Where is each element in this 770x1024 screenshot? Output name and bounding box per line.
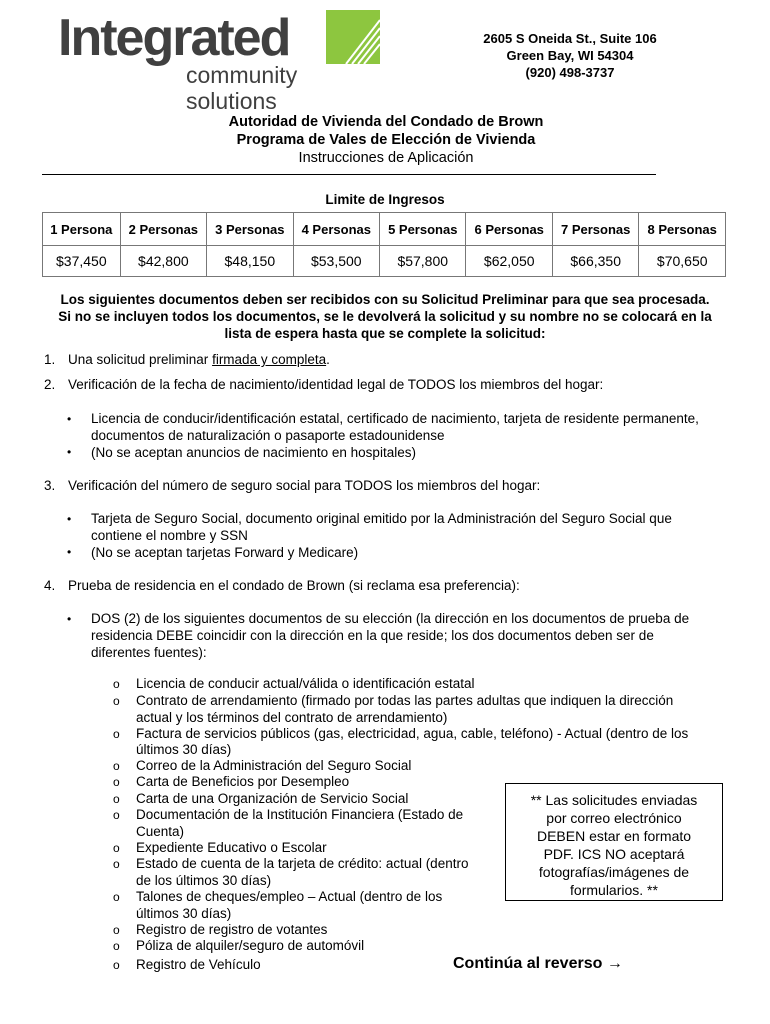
circle-bullet-icon: o [113,857,120,871]
note-line: PDF. ICS NO aceptará [543,846,685,862]
table-cell: $42,800 [120,246,206,277]
note-line: por correo electrónico [546,810,682,826]
warning-line: Los siguientes documentos deben ser recibidos con su Solicitud Preliminar para que sea procesada. [60,292,710,307]
table-cell: $57,800 [380,246,466,277]
note-line: DEBEN estar en formato [536,828,692,844]
item-3-text: Verificación del número de seguro social para TODOS los miembros del hogar: [68,478,541,493]
item-4-bullet-1b: residencia DEBE coincidir con la dirección en la que reside; los dos documentos deben ser de [91,628,654,643]
item-number: 1. [44,352,56,367]
title-line-1: Autoridad de Vivienda del Condado de Brown [228,114,544,130]
table-header-cell: 3 Personas [207,213,293,246]
list-item: Talones de cheques/empleo – Actual (dentro de los [136,889,443,904]
list-item: Registro de registro de votantes [136,922,328,937]
table-header-cell: 1 Persona [43,213,121,246]
bullet-icon: • [67,445,72,459]
list-item: Correo de la Administración del Seguro Social [136,758,412,773]
list-item: Cuenta) [136,824,185,839]
logo-green-square [326,10,380,64]
logo-tagline: community solutions [186,62,298,114]
item-4-text: Prueba de residencia en el condado de Brown (si reclama esa preferencia): [68,578,520,593]
circle-bullet-icon: o [113,958,120,972]
table-cell: $48,150 [207,246,293,277]
document-title [200,113,572,167]
circle-bullet-icon: o [113,727,120,741]
item-3-bullet-1b: contiene el nombre y SSN [91,528,248,543]
table-cell: $62,050 [466,246,552,277]
table-header-cell: 7 Personas [552,213,638,246]
item-number: 4. [44,578,56,593]
list-item: actual y los términos del contrato de arrendamiento) [136,710,448,725]
address-line-2: Green Bay, WI 54304 [506,48,634,63]
income-limit-table [42,212,726,277]
table-cell: $66,350 [552,246,638,277]
table-row [43,246,726,277]
circle-bullet-icon: o [113,841,120,855]
table-header-cell: 8 Personas [639,213,726,246]
bullet-icon: • [67,512,72,526]
table-header-cell: 5 Personas [380,213,466,246]
circle-bullet-icon: o [113,694,120,708]
note-line: fotografías/imágenes de [538,864,690,880]
warning-paragraph [40,291,730,342]
list-item: últimos 30 días) [136,742,232,757]
continue-text: Continúa al reverso [453,955,603,972]
list-item: últimos 30 días) [136,906,232,921]
logo-wordmark: Integrated [58,9,290,67]
list-item: Estado de cuenta de la tarjeta de crédito: actual (dentro [136,856,469,871]
item-4-bullet-1c: diferentes fuentes): [91,645,207,660]
item-2-bullet-2: (No se aceptan anuncios de nacimiento en hospitales) [91,445,416,460]
list-item: Licencia de conducir actual/válida o identificación estatal [136,676,475,691]
logo-stripes-icon [326,10,380,64]
title-divider [42,174,656,175]
circle-bullet-icon: o [113,923,120,937]
income-table-title: Limite de Ingresos [325,192,445,207]
table-header-cell: 6 Personas [466,213,552,246]
list-item: Carta de Beneficios por Desempleo [136,774,350,789]
table-header-row [43,213,726,246]
email-format-note [505,783,723,901]
warning-line: lista de espera hasta que se complete la solicitud: [224,326,546,341]
item-number: 2. [44,377,56,392]
list-item: Expediente Educativo o Escolar [136,840,327,855]
item-2-text: Verificación de la fecha de nacimiento/identidad legal de TODOS los miembros del hogar: [68,377,604,392]
address-block [470,30,670,81]
circle-bullet-icon: o [113,890,120,904]
circle-bullet-icon: o [113,677,120,691]
item-1-pre: Una solicitud preliminar [68,352,213,367]
list-item: Registro de Vehículo [136,957,261,972]
phone-number: (920) 498-3737 [525,65,615,80]
item-1-text [68,352,330,369]
title-line-2: Programa de Vales de Elección de Vivienda [236,132,536,148]
warning-line: Si no se incluyen todos los documentos, se le devolverá la solicitud y su nombre no se colocará en la [58,309,712,324]
list-item: Carta de una Organización de Servicio Social [136,791,409,806]
circle-bullet-icon: o [113,759,120,773]
address-line-1: 2605 S Oneida St., Suite 106 [483,31,657,46]
circle-bullet-icon: o [113,775,120,789]
item-2-bullet-1a: Licencia de conducir/identificación estatal, certificado de nacimiento, tarjeta de residente permanente, [91,411,699,426]
arrow-right-icon: → [606,955,623,972]
bullet-icon: • [67,612,72,626]
table-cell: $37,450 [43,246,121,277]
table-header-cell: 2 Personas [120,213,206,246]
item-1-underlined: firmada y completa [212,352,327,367]
circle-bullet-icon: o [113,792,120,806]
circle-bullet-icon: o [113,808,120,822]
note-line: formularios. ** [570,882,658,898]
bullet-icon: • [67,412,72,426]
company-logo [58,9,388,114]
table-cell: $70,650 [639,246,726,277]
item-number: 3. [44,478,56,493]
list-item: Póliza de alquiler/seguro de automóvil [136,938,365,953]
item-3-bullet-1a: Tarjeta de Seguro Social, documento original emitido por la Administración del Seguro Social que [91,511,672,526]
circle-bullet-icon: o [113,939,120,953]
item-2-bullet-1b: documentos de naturalización o pasaporte estadounidense [91,428,445,443]
note-line: ** Las solicitudes enviadas [530,792,698,808]
bullet-icon: • [67,545,72,559]
list-item: Factura de servicios públicos (gas, electricidad, agua, cable, teléfono) - Actual (dentro de los [136,726,689,741]
item-4-bullet-1a: DOS (2) de los siguientes documentos de su elección (la dirección en los documentos de prueba de [91,611,690,626]
table-cell: $53,500 [293,246,379,277]
list-item: Documentación de la Institución Financiera (Estado de [136,807,464,822]
item-1-post: . [326,352,330,367]
table-header-cell: 4 Personas [293,213,379,246]
continue-on-back [453,955,623,973]
list-item: de los últimos 30 días) [136,873,272,888]
item-3-bullet-2: (No se aceptan tarjetas Forward y Medicare) [91,545,359,560]
title-line-3: Instrucciones de Aplicación [298,150,474,166]
list-item: Contrato de arrendamiento (firmado por todas las partes adultas que indiquen la dirección [136,693,674,708]
